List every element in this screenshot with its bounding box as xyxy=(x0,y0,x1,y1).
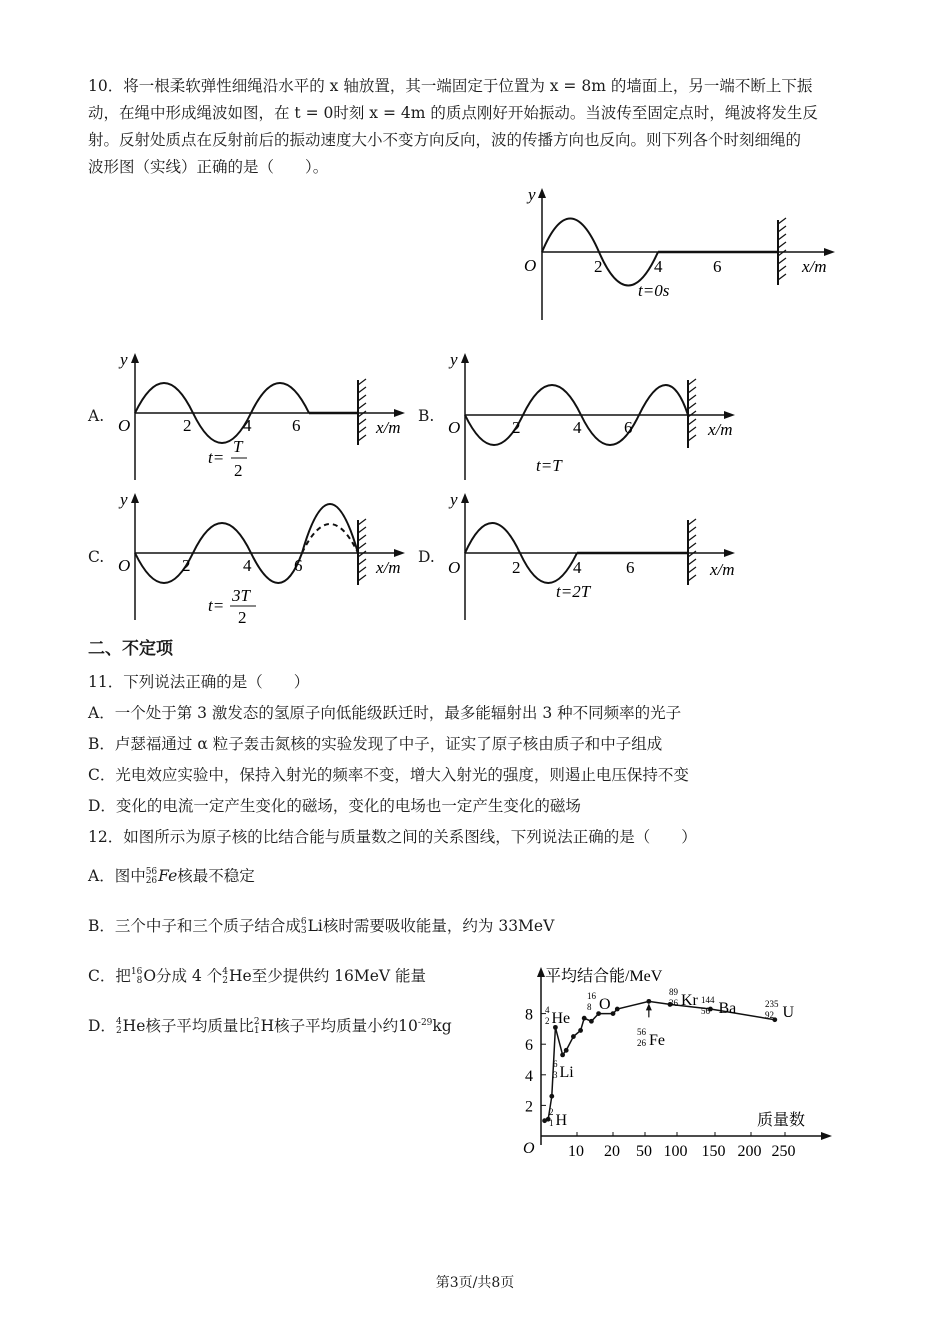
q12-option-c[interactable]: C．把16 8O分成 4 个4 2He至少提供约 16MeV 能量 xyxy=(88,967,427,986)
svg-text:y: y xyxy=(120,490,128,509)
option-a-letter[interactable]: A. xyxy=(88,407,105,425)
y-tick-label-4: 4 xyxy=(525,1067,533,1085)
option-b-letter[interactable]: B. xyxy=(418,407,435,425)
svg-text:6: 6 xyxy=(294,556,303,575)
svg-text:3T: 3T xyxy=(232,586,250,605)
x-tick-label-200: 200 xyxy=(737,1143,762,1160)
svg-text:6: 6 xyxy=(624,418,633,437)
nuclide-label-U xyxy=(765,999,795,1021)
svg-text:56: 56 xyxy=(637,1027,646,1037)
page-footer: 第3页/共8页 xyxy=(435,1275,515,1291)
q10-line-1: 10．将一根柔软弹性细绳沿水平的 x 轴放置，其一端固定于位置为 x = 8m 的墙面上，另一端不断上下振 xyxy=(88,77,813,95)
section-heading: 二、不定项 xyxy=(88,639,173,659)
svg-text:2: 2 xyxy=(183,416,192,435)
chart-y-label: 平均结合能/MeV xyxy=(545,968,663,985)
q10-line-2: 动，在绳中形成绳波如图，在 t = 0时刻 x = 4m 的质点刚好开始振动。当波传至固定点时，绳波将发生反 xyxy=(88,104,818,122)
data-point-A9 xyxy=(571,1034,576,1039)
option-b-figure xyxy=(440,345,750,485)
data-point-A6 xyxy=(560,1053,565,1058)
svg-text:x/m: x/m xyxy=(376,418,401,437)
svg-text:16: 16 xyxy=(587,991,596,1001)
q12-option-a[interactable]: A．图中56 26Fe核最不稳定 xyxy=(88,867,255,886)
svg-text:235: 235 xyxy=(765,999,779,1009)
svg-text:y: y xyxy=(450,350,458,369)
svg-text:x/m: x/m xyxy=(710,560,735,579)
main-tick-4: 4 xyxy=(654,257,663,276)
option-c-figure xyxy=(110,485,420,625)
data-point-A14 xyxy=(589,1019,594,1024)
svg-text:H: H xyxy=(555,1112,568,1129)
svg-text:2: 2 xyxy=(182,556,191,575)
q11-option-a[interactable]: A．一个处于第 3 激发态的氢原子向低能级跃迁时，最多能辐射出 3 种不同频率的光子 xyxy=(88,704,682,722)
option-c-letter[interactable]: C. xyxy=(88,548,105,566)
svg-text:2: 2 xyxy=(512,558,521,577)
svg-text:2: 2 xyxy=(238,608,247,625)
q11-stem: 11．下列说法正确的是（ ） xyxy=(88,673,310,691)
nuclide-label-Li xyxy=(553,1059,574,1081)
q11-option-c[interactable]: C．光电效应实验中，保持入射光的频率不变，增大入射光的强度，则遏止电压保持不变 xyxy=(88,766,689,784)
x-tick-label-150: 150 xyxy=(701,1143,726,1160)
svg-text:O: O xyxy=(118,416,131,435)
data-point-A3 xyxy=(549,1094,554,1099)
svg-text:O: O xyxy=(448,558,461,577)
binding-energy-chart xyxy=(505,955,835,1165)
main-tick-2: 2 xyxy=(594,257,603,276)
x-tick-label-20: 20 xyxy=(604,1143,620,1160)
svg-text:U: U xyxy=(782,1004,795,1021)
q12-option-b[interactable]: B．三个中子和三个质子结合成6 3Li核时需要吸收能量，约为 33MeV xyxy=(88,917,555,936)
binding-energy-curve xyxy=(545,1001,775,1120)
x-tick-label-50: 50 xyxy=(636,1143,652,1160)
svg-text:4: 4 xyxy=(545,1005,550,1015)
q11-option-b[interactable]: B．卢瑟福通过 α 粒子轰击氮核的实验发现了中子，证实了原子核由质子和中子组成 xyxy=(88,735,663,753)
main-origin: O xyxy=(524,256,537,275)
main-time: t=0s xyxy=(638,281,670,300)
svg-text:y: y xyxy=(120,350,128,369)
y-tick-label-6: 6 xyxy=(525,1037,533,1055)
nuclide-label-Fe xyxy=(637,1027,665,1049)
svg-text:2: 2 xyxy=(549,1107,554,1117)
q12-option-d[interactable]: D．4 2He核子平均质量比2 1H核子平均质量小约$10^{-29}kg$ xyxy=(88,1017,452,1036)
fe-arrow-head xyxy=(646,1003,652,1010)
svg-text:8: 8 xyxy=(587,1002,592,1012)
svg-text:56: 56 xyxy=(701,1006,710,1016)
q10-main-figure xyxy=(510,180,850,325)
x-tick-label-100: 100 xyxy=(663,1143,688,1160)
data-point-A7 xyxy=(564,1048,569,1053)
chart-origin: O xyxy=(523,1140,535,1157)
q11-option-d[interactable]: D．变化的电流一定产生变化的磁场，变化的电场也一定产生变化的磁场 xyxy=(88,797,581,815)
nuclide-label-He xyxy=(545,1005,570,1027)
q10-line-4: 波形图（实线）正确的是（ ）。 xyxy=(88,158,329,176)
option-a-figure xyxy=(110,345,420,485)
svg-text:t=T: t=T xyxy=(536,456,562,475)
svg-text:4: 4 xyxy=(573,558,582,577)
y-tick-label-2: 2 xyxy=(525,1098,533,1116)
svg-text:t=2T: t=2T xyxy=(556,582,591,601)
nuclide-label-Ba xyxy=(701,995,736,1017)
data-point-A20 xyxy=(611,1011,616,1016)
x-tick-label-250: 250 xyxy=(771,1143,796,1160)
x-tick-label-10: 10 xyxy=(568,1143,584,1160)
data-point-A12 xyxy=(582,1016,587,1021)
svg-text:36: 36 xyxy=(669,998,678,1008)
q10-line-3: 射。反射处质点在反射前后的振动速度大小不变方向反向，波的传播方向也反向。则下列各个时刻细绳的 xyxy=(88,131,802,149)
svg-text:Li: Li xyxy=(559,1064,574,1081)
y-tick-label-8: 8 xyxy=(525,1006,533,1024)
svg-text:Kr: Kr xyxy=(681,992,698,1009)
svg-text:6: 6 xyxy=(292,416,301,435)
svg-text:y: y xyxy=(450,490,458,509)
svg-text:4: 4 xyxy=(573,418,582,437)
svg-text:Ba: Ba xyxy=(718,1000,737,1017)
main-y-label: y xyxy=(528,185,536,204)
svg-text:2: 2 xyxy=(545,1016,550,1026)
main-tick-6: 6 xyxy=(713,257,722,276)
svg-text:144: 144 xyxy=(701,995,715,1005)
svg-text:O: O xyxy=(599,996,611,1013)
svg-text:26: 26 xyxy=(637,1038,646,1048)
data-point-A56 xyxy=(646,999,651,1004)
svg-text:O: O xyxy=(118,556,131,575)
svg-text:92: 92 xyxy=(765,1010,774,1020)
svg-text:89: 89 xyxy=(669,987,678,997)
svg-text:2: 2 xyxy=(512,418,521,437)
svg-text:1: 1 xyxy=(549,1118,554,1128)
q12-stem: 12．如图所示为原子核的比结合能与质量数之间的关系图线，下列说法正确的是（ ） xyxy=(88,828,697,846)
svg-text:T: T xyxy=(233,437,243,456)
svg-text:t=: t= xyxy=(208,448,225,467)
chart-x-label: 质量数 xyxy=(757,1112,806,1129)
svg-text:6: 6 xyxy=(553,1059,558,1069)
main-x-unit: x/m xyxy=(802,257,827,276)
svg-text:x/m: x/m xyxy=(376,558,401,577)
svg-text:3: 3 xyxy=(553,1070,558,1080)
svg-text:x/m: x/m xyxy=(708,420,733,439)
option-d-letter[interactable]: D. xyxy=(418,548,435,566)
data-point-A11 xyxy=(578,1028,583,1033)
data-point-A24 xyxy=(615,1007,620,1012)
svg-text:He: He xyxy=(551,1010,571,1027)
svg-text:t=: t= xyxy=(208,596,225,615)
svg-text:4: 4 xyxy=(243,416,252,435)
nuclide-label-Kr xyxy=(669,987,699,1009)
nuclide-label-H xyxy=(549,1107,568,1129)
svg-text:4: 4 xyxy=(243,556,252,575)
option-d-figure xyxy=(440,485,750,625)
svg-text:O: O xyxy=(448,418,461,437)
svg-text:Fe: Fe xyxy=(649,1032,665,1049)
nuclide-label-O xyxy=(587,991,611,1013)
svg-text:2: 2 xyxy=(234,461,243,480)
svg-text:6: 6 xyxy=(626,558,635,577)
